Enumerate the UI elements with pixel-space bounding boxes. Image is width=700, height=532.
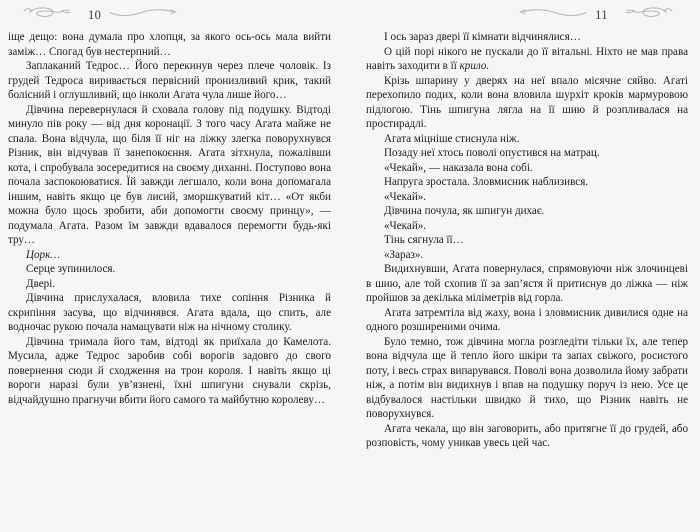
right-page-column xyxy=(366,30,688,451)
paragraph: іще дещо: вона думала про хлопця, за якого ось-ось мала вийти заміж… Спогад був нестерпний… xyxy=(8,31,331,58)
paragraph: Дівчина тримала його там, відтоді як приїхала до Камелота. Мусила, адже Тедрос заробив собі ворогів задовго до свого повернення сюди й сходження на трон короля. І навіть якщо ці вороги наразі були ув’язнені, їхні шпигуни снували скрізь, відчайдушно прагнучи вбити його самого та майбутню королеву… xyxy=(8,335,331,406)
running-head-left xyxy=(8,0,331,30)
paragraph-dialogue: «Чекай». xyxy=(384,219,427,232)
paragraph: Позаду неї хтось поволі опустився на матрац. xyxy=(384,147,600,160)
paragraph: Заплаканий Тедрос… Його перекинув через плече чоловік. Із грудей Тедроса виривається первісний пронизливий крик, такий болісний і оглушливий, що інколи Агата чула лише його… xyxy=(8,60,331,102)
flourish-swash-right-icon xyxy=(107,4,181,27)
paragraph xyxy=(366,45,688,74)
paragraph: Напруга зростала. Зловмисник наблизився. xyxy=(384,176,589,189)
page-number-left: 10 xyxy=(88,7,102,22)
page-right xyxy=(350,0,700,532)
flourish-swash-left-icon xyxy=(22,4,82,27)
paragraph: Агата затремтіла від жаху, вона і зловмисник дивилися одне на одного розширеними очима. xyxy=(366,306,688,334)
paragraph: Дівчина почула, як шпигун дихає. xyxy=(384,205,545,218)
paragraph: Двері. xyxy=(26,277,56,290)
flourish-swash-right-icon xyxy=(614,4,674,27)
paragraph: Було темно, тож дівчина могла розгледіти тільки їх, але тепер вона відчула ще й тепло його шкіри та запах свіжого, росистого поту, і весь страх випарувався. Поволі вона дозволила йому забрати ніж, а потім він видихнув і впав на подушку поруч із нею. Усе це відбувалося настільки швидко й тихо, що Різник навіть не поворухнувся. xyxy=(366,335,688,421)
paragraph-dialogue: «Чекай», — наказала вона собі. xyxy=(384,161,533,174)
page-number-right: 11 xyxy=(595,7,608,22)
paragraph-dialogue: «Чекай». xyxy=(384,190,427,203)
paragraph: Дівчина прислухалася, вловила тихе сопіння Різника й скрипіння засува, що відчинявся. Агата вдала, що спить, але водночас рукою почала намацувати ніж на нічному столику. xyxy=(8,292,331,334)
paragraph: Серце зупинилося. xyxy=(26,263,116,276)
paragraph-sound-effect: Цорк… xyxy=(26,248,61,261)
paragraph: Агата міцніше стиснула ніж. xyxy=(384,132,520,145)
paragraph: Тінь сягнула її… xyxy=(384,234,464,247)
paragraph: І ось зараз двері її кімнати відчинялися… xyxy=(384,31,581,43)
paragraph: Дівчина перевернулася й сховала голову під подушку. Відтоді минуло пів року — від дня коронації. З того часу Агата майже не спала. Вона відчула, що біля її ніг на ліжку злегка поворухнувся Різник, він відчував її занепокоєння. Агата зітхнула, пожалівши кота, і спробувала зосередитися на своєму диханні. Поступово вона почала заспокоюватися. Їй завжди легшало, коли вона допомагала іншим, навіть якщо це був лисий, зморшкуватий кіт… «От якби можна було щось зробити, аби допомогти своєму принцу», — подумала Агата. Разом їм завжди вдавалося перемогти будь-які тру… xyxy=(8,103,331,247)
paragraph: Крізь шпарину у дверях на неї впало місячне сяйво. Агаті перехопило подих, коли вона вловила шурхіт кроків мармуровою підлогою. Тінь шпигуна лягла на її шию й розпливалася на простирадлі. xyxy=(366,74,688,131)
paragraph: Видихнувши, Агата повернулася, спрямовуючи ніж злочинцеві в шию, але той схопив її за зап’ястя й притиснув до ліжка — ніж пройшов за декілька міліметрів від горла. xyxy=(366,263,688,305)
emphasis-word: крило. xyxy=(459,60,490,73)
paragraph: Агата чекала, що він заговорить, або притягне її до грудей, або розповість, чому уникав увесь цей час. xyxy=(366,422,688,450)
flourish-swash-left-icon xyxy=(515,4,589,27)
paragraph-text: О цій порі нікого не пускали до її вітальні. Ніхто не мав права навіть заходити в її xyxy=(366,45,688,73)
running-head-right xyxy=(366,0,688,30)
left-page-column xyxy=(8,30,331,407)
paragraph-dialogue: «Зараз». xyxy=(384,248,424,261)
